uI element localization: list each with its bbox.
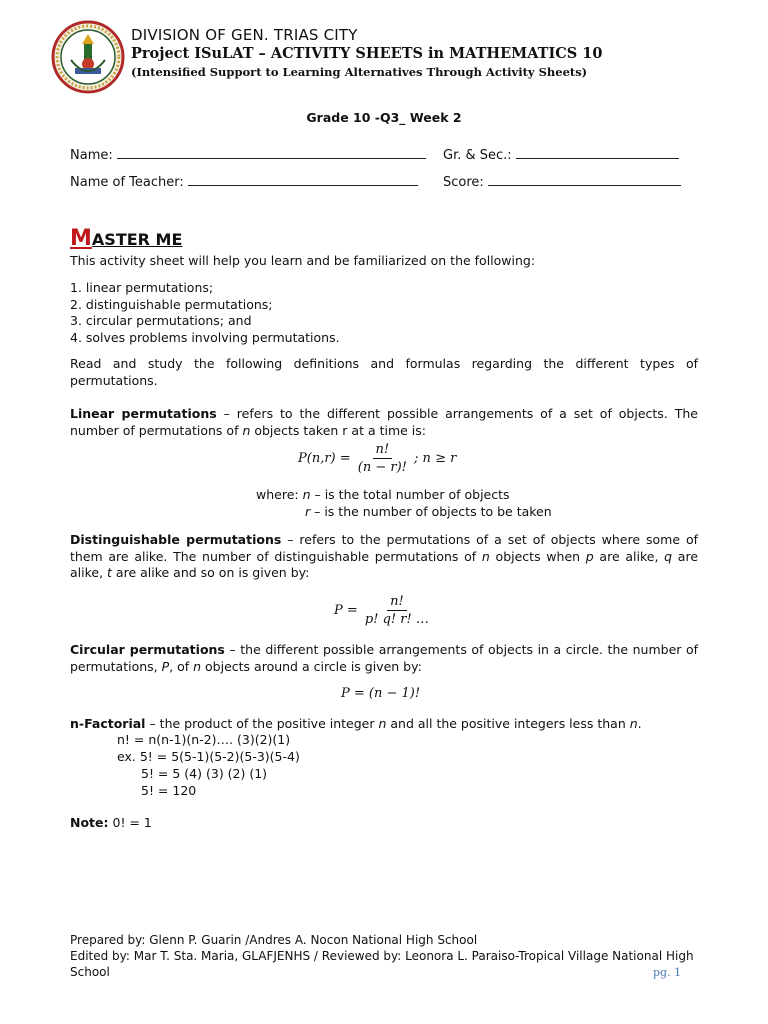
fact-def-part: – the product of the positive integer [145,716,379,731]
circ-var-n: n [193,658,202,674]
name-blank[interactable] [117,146,426,159]
factorial-definition [70,716,698,733]
objectives-list [70,280,340,346]
project-title: Project ISuLAT – ACTIVITY SHEETS in MATHEMATICS 10 [131,45,603,62]
linear-term: Linear permutations [70,406,217,421]
teacher-field[interactable] [70,173,418,190]
where-var-n: n [302,487,311,502]
section-title-initial: M [70,226,92,251]
linear-definition [70,406,698,439]
division-seal-icon [51,20,125,94]
factorial-term: n-Factorial [70,716,146,731]
division-name: DIVISION OF GEN. TRIAS CITY [131,26,358,44]
name-field[interactable] [70,146,426,163]
list-item: 2. distinguishable permutations; [70,296,273,312]
score-label: Score: [443,175,484,190]
dist-var-n: n [481,548,490,564]
score-field[interactable] [443,173,681,190]
note-label: Note: [70,815,109,830]
where-prefix: where: [256,487,303,502]
linear-fraction [355,442,410,475]
grade-section-field[interactable] [443,146,679,163]
dist-def-part: are alike, [593,548,665,564]
where-n-line [256,487,510,504]
linear-condition: ; n ≥ r [414,451,457,466]
linear-def-part: – refers to the different possible arrangements of a set of objects. The number of permutations of [70,406,698,438]
circ-def-part: objects around a circle is given by: [201,658,422,674]
dist-var-p: p [585,548,594,564]
list-item: 4. solves problems involving permutations. [70,329,340,345]
teacher-blank[interactable] [188,173,418,186]
grade-section-label: Gr. & Sec.: [443,148,512,163]
page-number: pg. 1 [653,966,682,979]
section-title [70,226,182,251]
linear-denominator: (n − r)! [357,460,407,475]
note-line [70,815,152,832]
linear-var-n: n [242,422,251,438]
footer-edited: Edited by: Mar T. Sta. Maria, GLAFJENHS / Reviewed by: Leonora L. Paraiso-Tropical Village National High [70,949,694,963]
factorial-example-line: 5! = 5 (4) (3) (2) (1) [141,766,268,781]
circular-definition [70,642,698,675]
factorial-example-line: ex. 5! = 5(5-1)(5-2)(5-3)(5-4) [117,749,300,764]
dist-fraction [362,594,432,627]
circ-def-part: , of [169,658,194,674]
score-blank[interactable] [488,173,681,186]
list-item: 3. circular permutations; and [70,313,252,328]
dist-def-part: are alike, [70,548,699,580]
section-title-rest: ASTER ME [91,230,183,249]
factorial-formula-line: n! = n(n-1)(n-2)…. (3)(2)(1) [117,732,291,747]
teacher-label: Name of Teacher: [70,175,184,190]
where-r-line [305,504,552,521]
footer-edited-cont: School [70,965,110,979]
linear-numerator: n! [373,442,393,459]
where-r-text: – is the number of objects to be taken [310,504,552,519]
dist-def-part: are alike and so on is given by: [111,565,310,580]
footer-prepared: Prepared by: Glenn P. Guarin /Andres A. Nocon National High School [70,933,478,947]
grade-section-blank[interactable] [516,146,679,159]
linear-def-part: objects taken r at a time is: [250,422,426,438]
distinguishable-term: Distinguishable permutations [70,532,282,547]
where-var-r: r [305,504,311,519]
dist-def-part: objects when [489,548,586,564]
factorial-example-line: 5! = 120 [141,783,197,798]
project-subtitle: (Intensified Support to Learning Alternatives Through Activity Sheets) [131,65,588,79]
circ-def-part: – the different possible arrangements of objects in a circle. the number of permutations, [70,642,699,674]
list-item: 1. linear permutations; [70,280,214,295]
footer-credits [70,932,694,980]
dist-denominator: p! q! r! … [364,612,429,627]
distinguishable-definition [70,532,698,582]
intro-text: This activity sheet will help you learn and be familiarized on the following: [70,253,536,268]
fact-var-n: n [629,716,638,731]
where-n-text: – is the total number of objects [310,487,510,502]
fact-var-n: n [378,716,387,731]
linear-formula [298,442,456,475]
fact-def-part: and all the positive integers less than [386,716,630,731]
dist-numerator: n! [387,594,407,611]
dist-def-part: – refers to the permutations of a set of objects where some of them are alike. The number of distinguishable permutations of [70,532,698,564]
note-text: 0! = 1 [108,815,152,830]
circ-var-p: P [161,658,170,674]
dist-formula-lhs: P = [334,603,358,618]
name-label: Name: [70,148,113,163]
circular-term: Circular permutations [70,642,225,657]
read-study-text: Read and study the following definitions and formulas regarding the different types of permutations. [70,356,698,388]
dist-var-t: t [107,565,112,580]
circular-formula: P = (n − 1)! [341,686,421,701]
fact-def-part: . [637,716,642,731]
linear-formula-lhs: P(n,r) = [298,451,351,466]
grade-week-label: Grade 10 -Q3_ Week 2 [306,110,462,125]
distinguishable-formula [334,594,432,627]
dist-var-q: q [664,548,673,564]
